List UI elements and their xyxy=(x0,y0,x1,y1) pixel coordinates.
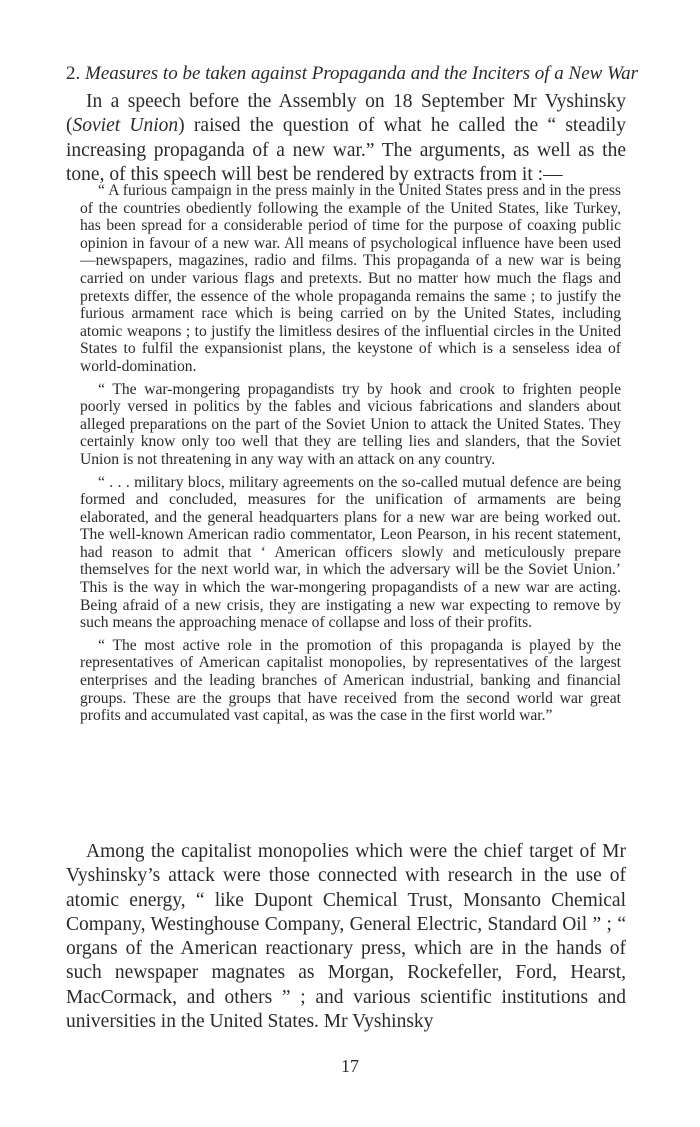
closing-text: Among the capitalist monopolies which were the chief target of Mr Vyshinsky’s attack were those connected with research in the use of atomic energy, “ like Dupont Chemical Trust, Monsanto Chemical Company, Westinghouse Company, General Electric, Standard Oil ” ; “ organs of the American reactionary press, which are in the hands of such newspaper magnates as Morgan, Rockefeller, Ford, Hearst, MacCormack, and others ” ; and various scientific institutions and universities in the United States. Mr Vyshinsky xyxy=(66,841,626,1033)
section-heading xyxy=(66,62,639,86)
intro-text-1: In a speech before the Assembly on 18 September Mr Vyshinsky ( xyxy=(66,91,626,137)
page-number: 17 xyxy=(341,1056,359,1076)
closing-paragraph xyxy=(66,840,626,1034)
section-title: Measures to be taken against Propaganda and the Inciters of a New War xyxy=(85,63,639,84)
intro-text-2: ) raised the question of what he called the “ steadily increasing propaganda of a new war.” The arguments, as well as the tone, of this speech will best be rendered by extracts from it :— xyxy=(66,115,626,185)
quote-paragraph-1: “ A furious campaign in the press mainly in the United States press and in the press of the countries obediently following the example of the United States, like Turkey, has been spread for a considerable period of time for the purpose of coaxing public opinion in favour of a new war. All means of psychological influence have been used—newspapers, magazines, radio and films. This propaganda of a new war is being carried on under various flags and pretexts. But no matter how much the flags and pretexts differ, the essence of the whole propaganda remains the same ; to justify the furious armament race which is being carried on by the United States, including atomic weapons ; to justify the limitless desires of the influential circles in the United States to fulfil the expansionist plans, the keystone of which is a senseless idea of world-domination. xyxy=(80,182,621,375)
quote-paragraph-3: “ . . . military blocs, military agreements on the so-called mutual defence are being formed and concluded, measures for the unification of armaments are being elaborated, and the general headquarters plans for a new war are being worked out. The well-known American radio commentator, Leon Pearson, in his recent statement, had reason to admit that ‘ American officers slowly and meticulously prepare themselves for the next world war, in which the adversary will be the Soviet Union.’ This is the way in which the war-mongering propagandists of a new war are acting. Being afraid of a new crisis, they are instigating a new war expecting to remove by such means the approaching menace of collapse and loss of their profits. xyxy=(80,473,621,632)
intro-country: Soviet Union xyxy=(72,115,179,137)
section-number: 2. xyxy=(66,63,81,84)
block-quote xyxy=(80,182,621,730)
quote-paragraph-2: “ The war-mongering propagandists try by hook and crook to frighten people poorly versed in politics by the fables and vicious fabrications and slanders about alleged preparations on the part of the Soviet Union to attack the United States. They certainly know only too well that they are telling lies and slanders, that the Soviet Union is not threatening in any way with an attack on any country. xyxy=(80,380,621,468)
quote-paragraph-4: “ The most active role in the promotion of this propaganda is played by the representatives of American capitalist monopolies, by representatives of the largest enterprises and the leading branches of American industrial, banking and financial groups. These are the groups that have received from the second world war great profits and accumulated vast capital, as was the case in the first world war.” xyxy=(80,636,621,725)
intro-paragraph xyxy=(66,90,626,187)
